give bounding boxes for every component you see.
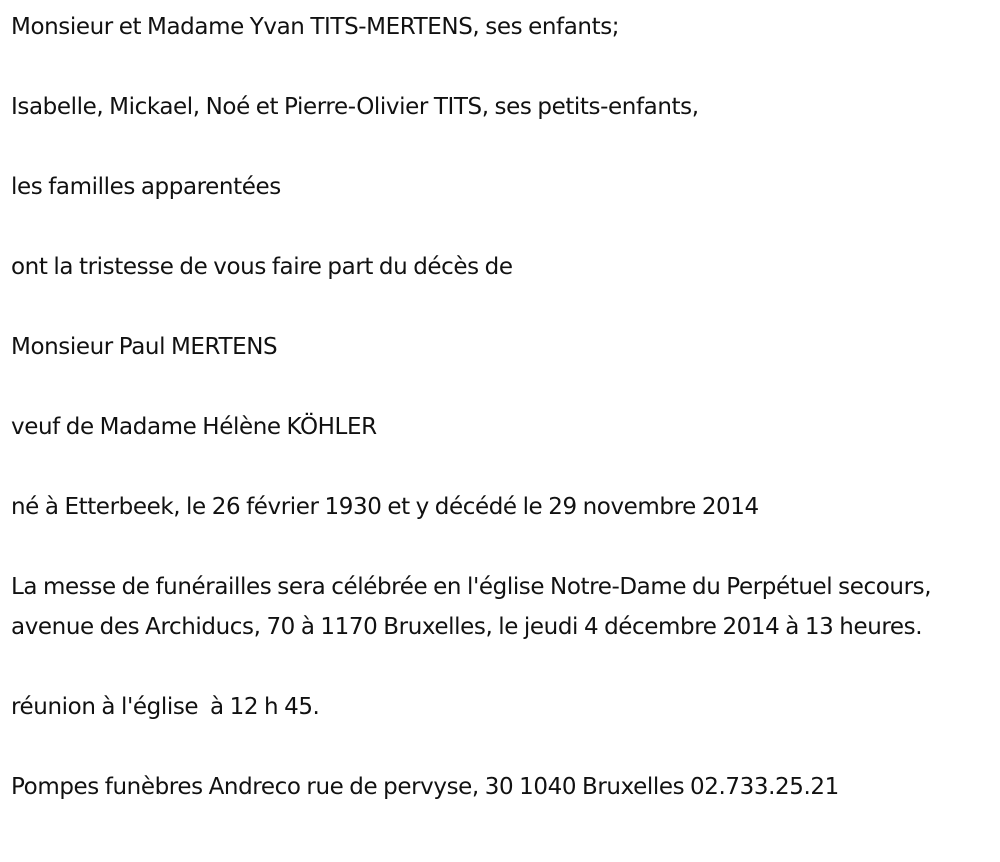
- notice-children-line: Monsieur et Madame Yvan TITS-MERTENS, ses enfants;: [11, 14, 620, 40]
- notice-birth-death-line: né à Etterbeek, le 26 février 1930 et y décédé le 29 novembre 2014: [11, 494, 759, 520]
- death-notice: [11, 7, 996, 807]
- notice-funeral-home: Pompes funèbres Andreco rue de pervyse, 30 1040 Bruxelles 02.733.25.21: [11, 774, 839, 800]
- notice-announcement-line: ont la tristesse de vous faire part du décès de: [11, 254, 513, 280]
- notice-grandchildren-line: Isabelle, Mickael, Noé et Pierre-Olivier TITS, ses petits-enfants,: [11, 94, 699, 120]
- notice-families-line: les familles apparentées: [11, 174, 281, 200]
- notice-deceased-name: Monsieur Paul MERTENS: [11, 334, 278, 360]
- notice-widower-line: veuf de Madame Hélène KÖHLER: [11, 414, 377, 440]
- notice-gathering-time: réunion à l'église à 12 h 45.: [11, 694, 320, 720]
- notice-funeral-mass: La messe de funérailles sera célébrée en l'église Notre-Dame du Perpétuel secours, avenue des Archiducs, 70 à 1170 Bruxelles, le jeudi 4 décembre 2014 à 13 heures.: [11, 574, 938, 640]
